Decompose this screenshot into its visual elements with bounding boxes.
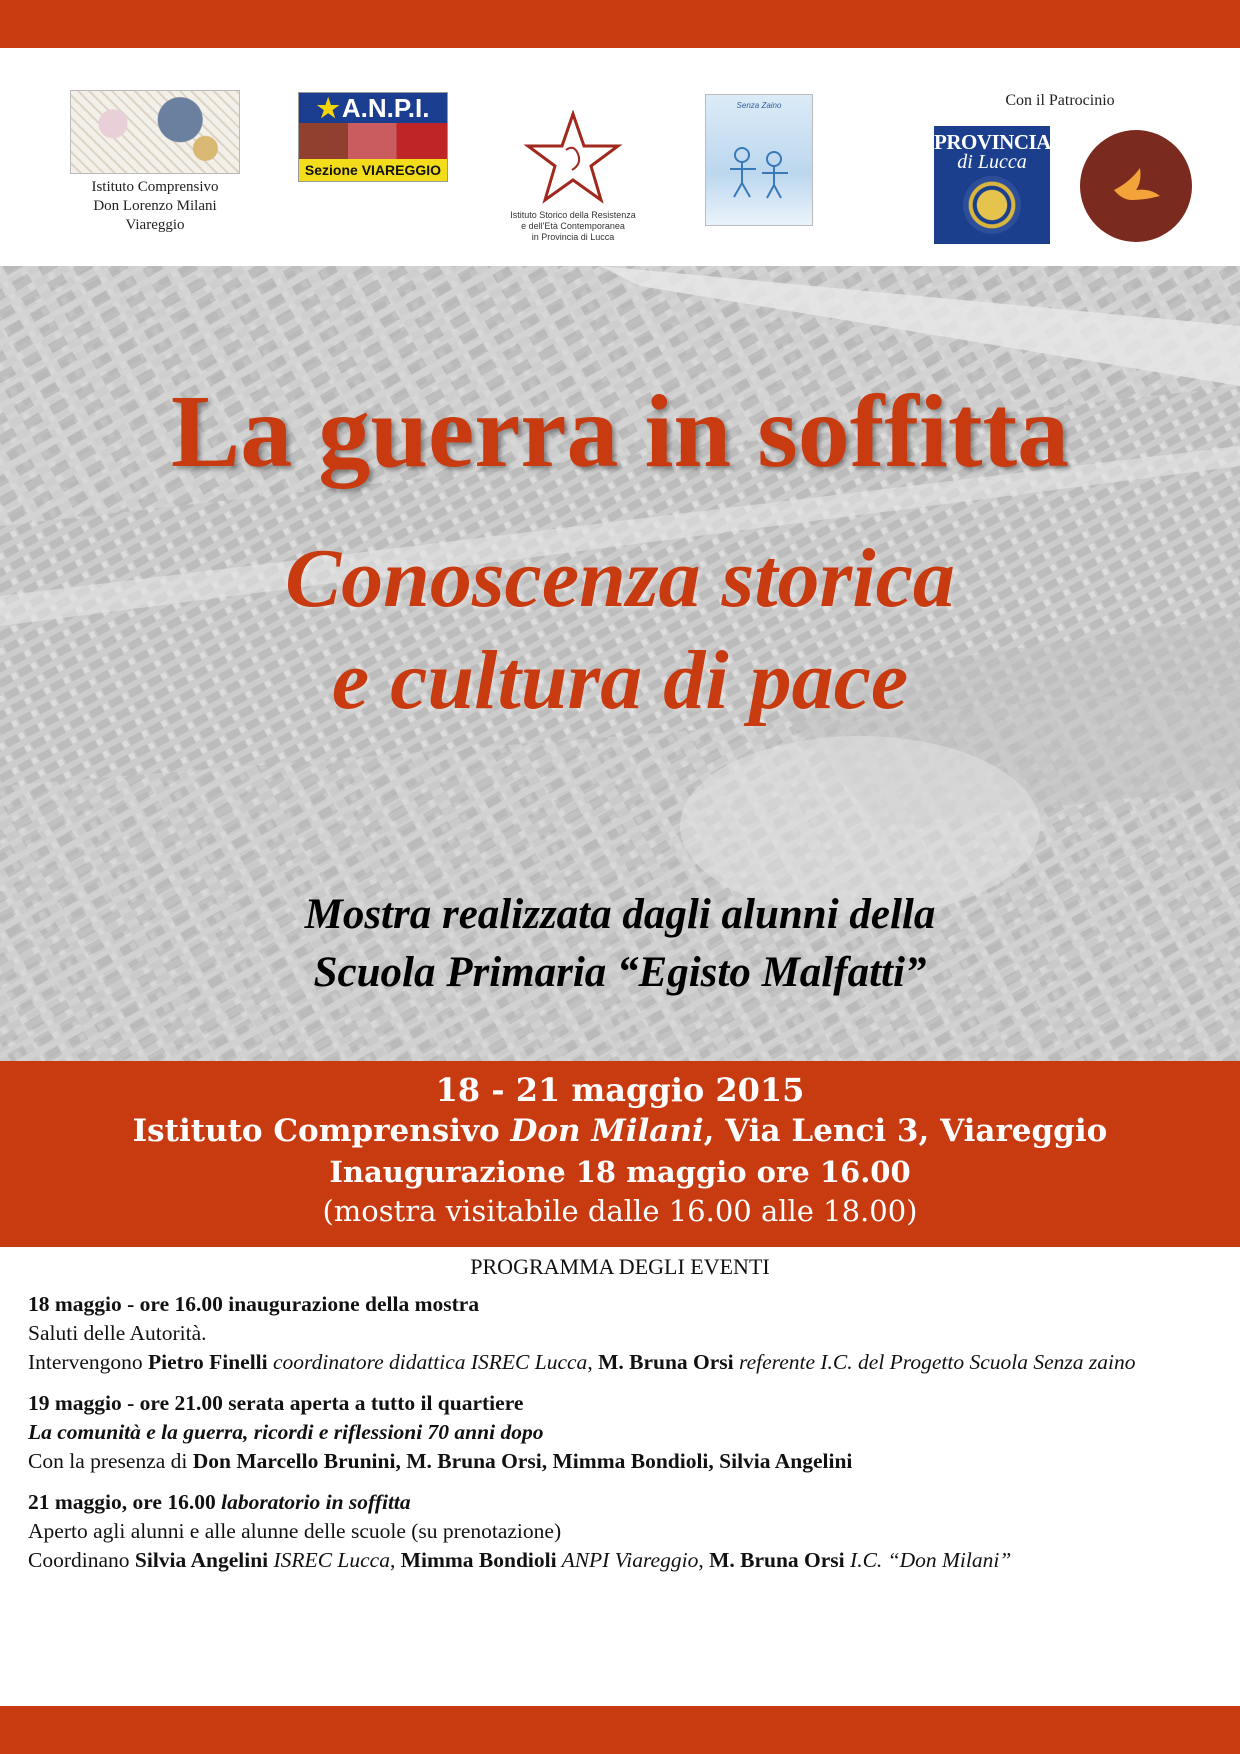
- coordinator-role: I.C. “Don Milani”: [844, 1548, 1012, 1572]
- istituto-comprensivo-artwork: [70, 90, 240, 174]
- separator: ,: [389, 1548, 401, 1572]
- provincia-sub: di Lucca: [957, 151, 1027, 173]
- ic-caption-line-2: Don Lorenzo Milani: [93, 198, 217, 214]
- event-title: 18 maggio - ore 16.00 inaugurazione della mostra: [28, 1292, 480, 1316]
- event-speakers: [28, 1348, 1212, 1377]
- guests-intro: Con la presenza di: [28, 1449, 193, 1473]
- senza-zaino-title: Senza Zaino: [736, 101, 782, 110]
- star-outline-icon: [508, 110, 638, 210]
- programme-heading: PROGRAMMA DEGLI EVENTI: [470, 1254, 770, 1279]
- event-item: [28, 1290, 1212, 1377]
- top-band: [0, 0, 1240, 48]
- anpi-logo: [298, 92, 446, 180]
- coordinator-role: ANPI Viareggio: [556, 1548, 699, 1572]
- speakers-intro: Intervengono: [28, 1350, 149, 1374]
- event-venue: [0, 1109, 1240, 1153]
- event-item: [28, 1488, 1212, 1575]
- children-drawing-icon: [724, 141, 794, 201]
- event-line: Saluti delle Autorità.: [28, 1321, 207, 1345]
- event-subtitle: La comunità e la guerra, ricordi e riflessioni 70 anni dopo: [28, 1420, 544, 1444]
- exhibition-subtitle: Conoscenza storica e cultura di pace: [285, 532, 955, 727]
- scuola-della-pace-logo: [1080, 130, 1192, 242]
- separator: ,: [587, 1350, 599, 1374]
- patronage-caption: Con il Patrocinio: [1005, 92, 1115, 109]
- event-title-date: 21 maggio, ore 16.00: [28, 1490, 222, 1514]
- provincia-di-lucca-logo: [934, 126, 1050, 244]
- speaker-role: referente I.C. del Progetto Scuola Senza zaino: [733, 1350, 1136, 1374]
- senza-zaino-logo: [705, 94, 813, 226]
- venue-prefix: Istituto Comprensivo: [132, 1113, 511, 1149]
- event-item: [28, 1389, 1212, 1476]
- istituto-comprensivo-logo: [70, 90, 240, 235]
- event-info-band: [0, 1061, 1240, 1247]
- coordinator-name: M. Bruna Orsi: [709, 1548, 845, 1572]
- bottom-band: [0, 1706, 1240, 1754]
- coordinator-role: ISREC Lucca: [268, 1548, 390, 1572]
- coordinators-intro: Coordinano: [28, 1548, 135, 1572]
- ic-caption-line-1: Istituto Comprensivo: [91, 179, 219, 195]
- ic-caption-line-3: Viareggio: [125, 217, 185, 233]
- coat-of-arms-icon: [963, 176, 1021, 234]
- event-coordinators: [28, 1546, 1212, 1575]
- sponsor-logos: [0, 48, 1240, 266]
- guest-names: Don Marcello Brunini, M. Bruna Orsi, Mimma Bondioli, Silvia Angelini: [192, 1449, 853, 1473]
- anpi-name: A.N.P.I.: [341, 93, 430, 123]
- speaker-name: M. Bruna Orsi: [598, 1350, 734, 1374]
- provincia-name: PROVINCIA: [934, 130, 1051, 154]
- coordinator-name: Mimma Bondioli: [400, 1548, 557, 1572]
- inauguration-time: Inaugurazione 18 maggio ore 16.00: [329, 1155, 911, 1189]
- dove-icon: [1110, 160, 1164, 210]
- event-line: Aperto agli alunni e alle alunne delle scuole (su prenotazione): [28, 1519, 562, 1543]
- events-programme: [28, 1252, 1212, 1587]
- opening-hours: (mostra visitabile dalle 16.00 alle 18.00): [322, 1194, 918, 1228]
- isrec-caption-line-2: e dell'Età Contemporanea: [521, 221, 625, 231]
- venue-name: Don Milani: [510, 1113, 704, 1149]
- star-icon: ★: [316, 93, 340, 123]
- speaker-role: coordinatore didattica ISREC Lucca: [267, 1350, 588, 1374]
- separator: ,: [698, 1548, 710, 1572]
- isrec-logo: [508, 110, 638, 243]
- isrec-caption-line-1: Istituto Storico della Resistenza: [510, 210, 636, 220]
- isrec-caption: [508, 210, 638, 243]
- hero-section: [0, 266, 1240, 1061]
- anpi-section: Sezione VIAREGGIO: [299, 159, 447, 181]
- istituto-comprensivo-caption: [70, 178, 240, 235]
- venue-suffix: , Via Lenci 3, Viareggio: [703, 1113, 1108, 1149]
- event-dates: 18 - 21 maggio 2015: [435, 1071, 805, 1109]
- speaker-name: Pietro Finelli: [148, 1350, 268, 1374]
- event-title-activity: laboratorio in soffitta: [221, 1490, 411, 1514]
- isrec-caption-line-3: in Provincia di Lucca: [531, 232, 615, 242]
- event-guests: [28, 1447, 1212, 1476]
- exhibition-title: La guerra in soffitta: [170, 374, 1070, 489]
- event-title: 19 maggio - ore 21.00 serata aperta a tutto il quartiere: [28, 1391, 524, 1415]
- coordinator-name: Silvia Angelini: [134, 1548, 269, 1572]
- exhibition-credit: Mostra realizzata dagli alunni della Scuola Primaria “Egisto Malfatti”: [304, 891, 936, 996]
- event-title: [28, 1488, 1212, 1517]
